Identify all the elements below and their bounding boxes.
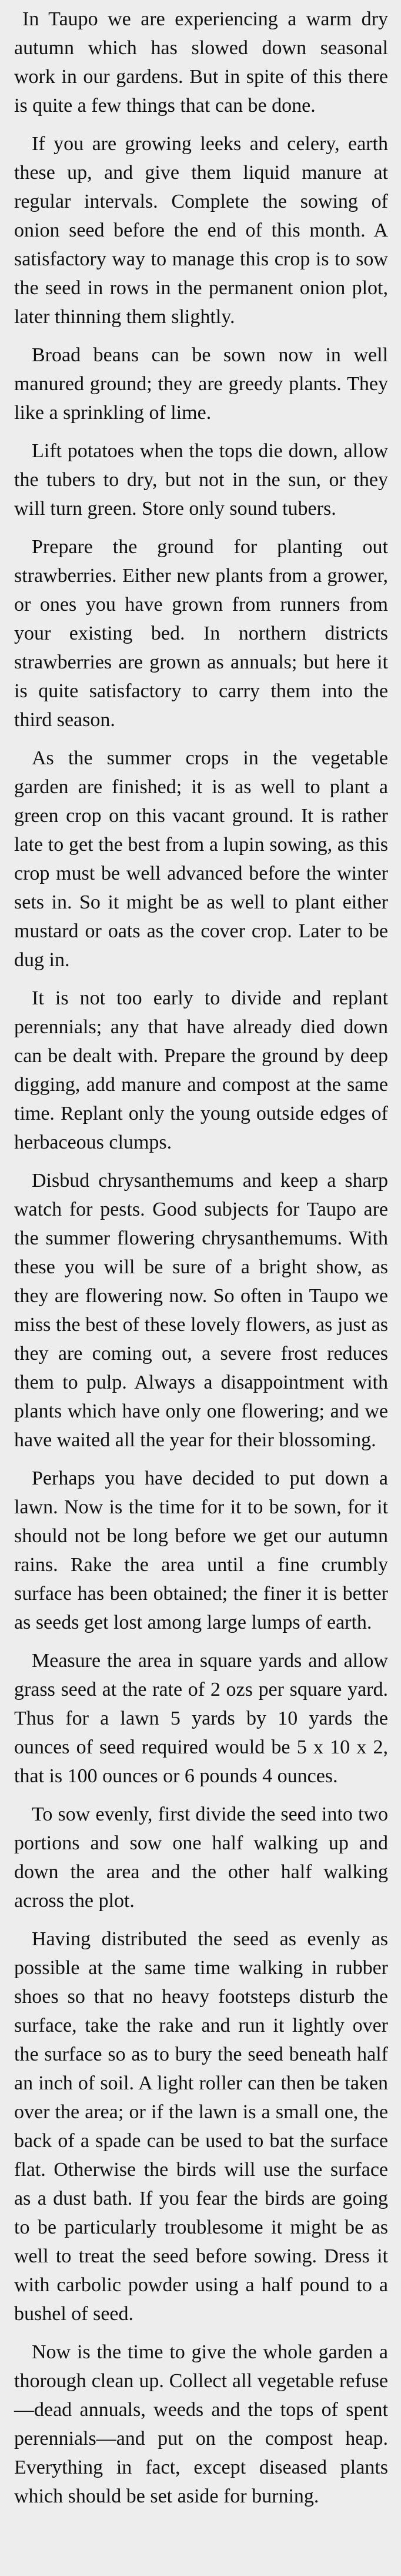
article-paragraph: In Taupo we are experiencing a warm dry autumn which has slowed down seasonal work in our gardens. But in spite of this there is quite a few things that can be done. bbox=[14, 8, 388, 117]
article-paragraph: It is not too early to divide and replant perennials; any that have already died down can be dealt with. Prepare the ground by deep digging, add manure and compost at the same time. Replant only the young outside edges of herbaceous clumps. bbox=[14, 987, 388, 1153]
article-paragraph: If you are growing leeks and celery, earth these up, and give them liquid manure at regular intervals. Complete the sowing of onion seed before the end of this month. A satisfactory way to manage this crop is to sow the seed in rows in the permanent onion plot, later thinning them slightly. bbox=[14, 133, 388, 328]
article-paragraph: Disbud chrysanthemums and keep a sharp watch for pests. Good subjects for Taupo are the summer flowering chrysanthemums. With these you will be sure of a bright show, as they are flowering now. So often in Taupo we miss the best of these lovely flowers, as just as they are coming out, a severe frost reduces them to pulp. Always a disappointment with plants which have only one flowering; and we have waited all the year for their blossoming. bbox=[14, 1170, 388, 1451]
article-paragraph: Now is the time to give the whole garden a thorough clean up. Collect all vegetable refuse—dead annuals, weeds and the tops of spent perennials—and put on the compost heap. Everything in fact, except diseased plants which should be set aside for burning. bbox=[14, 2341, 388, 2507]
article-paragraph: Lift potatoes when the tops die down, allow the tubers to dry, but not in the sun, or they will turn green. Store only sound tubers. bbox=[14, 440, 388, 520]
article-paragraph: To sow evenly, first divide the seed into two portions and sow one half walking up and down the area and the other half walking across the plot. bbox=[14, 1803, 388, 1912]
article-paragraph: Perhaps you have decided to put down a lawn. Now is the time for it to be sown, for it should not be long before we get our autumn rains. Rake the area until a fine crumbly surface has been obtained; the finer it is better as seeds get lost among large lumps of earth. bbox=[14, 1467, 388, 1633]
article-paragraph: Broad beans can be sown now in well manured ground; they are greedy plants. They like a sprinkling of lime. bbox=[14, 344, 388, 424]
article-paragraph: Prepare the ground for planting out strawberries. Either new plants from a grower, or ones you have grown from runners from your existing bed. In northern districts strawberries are grown as annuals; but here it is quite satisfactory to carry them into the third season. bbox=[14, 536, 388, 731]
article-paragraph: Measure the area in square yards and allow grass seed at the rate of 2 ozs per square yard. Thus for a lawn 5 yards by 10 yards the ounces of seed required would be 5 x 10 x 2, that is 100 ounces or 6 pounds 4 ounces. bbox=[14, 1650, 388, 1787]
article-paragraph: As the summer crops in the vegetable garden are finished; it is as well to plant a green crop on this vacant ground. It is rather late to get the best from a lupin sowing, as this crop must be well advanced before the winter sets in. So it might be as well to plant either mustard or oats as the cover crop. Later to be dug in. bbox=[14, 747, 388, 971]
article-paragraph: Having distributed the seed as evenly as possible at the same time walking in rubber shoes so that no heavy footsteps disturb the surface, take the rake and run it lightly over the surface so as to bury the seed beneath half an inch of soil. A light roller can then be taken over the area; or if the lawn is a small one, the back of a spade can be used to bat the surface flat. Otherwise the birds will use the surface as a dust bath. If you fear the birds are going to be particularly troublesome it might be as well to treat the seed before sowing. Dress it with carbolic powder using a half pound to a bushel of seed. bbox=[14, 1928, 388, 2325]
